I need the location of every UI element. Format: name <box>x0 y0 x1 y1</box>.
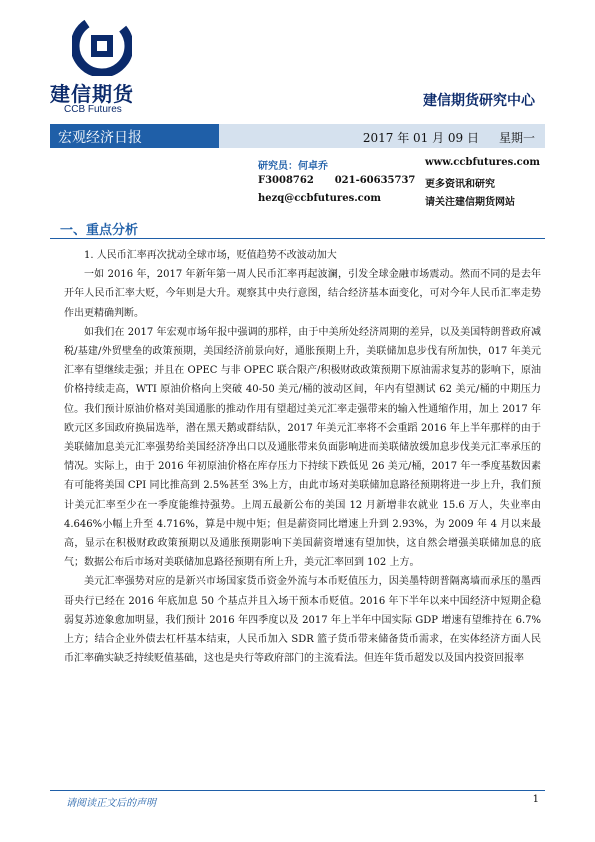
report-weekday: 星期一 <box>498 131 535 145</box>
analyst-email[interactable]: hezq@ccbfutures.com <box>258 193 382 204</box>
ccb-logo-icon <box>72 16 132 76</box>
report-title: 宏观经济日报 <box>58 130 142 146</box>
website-note-1: 更多资讯和研究 <box>425 179 495 190</box>
body-paragraph: 美元汇率强势对应的是新兴市场国家货币资金外流与本币贬值压力，因美墨特朗普隔离墙而承压的墨西哥央行已经在 2016 年底加息 50 个基点并且入场干预本币贬值。2016 年下半年以来中国经济中短期企稳弱复苏迹象愈加明显，我们预计 2016 年四季度以及 2017 年上半年中国实际 GDP 增速有望维持在 6.7%上方；结合企业外债去杠杆基本结束，人民币加入 SDR 篮子货币带来储备货币需求，在实体经济方面人民币汇率确实缺乏持续贬值基础，这也是央行等政府部门的主流看法。但连年货币超发以及国内投资回报率 <box>64 576 541 665</box>
logo-english-name: CCB Futures <box>64 104 122 115</box>
website-note-2: 请关注建信期货网站 <box>425 197 515 208</box>
body-paragraph: 一如 2016 年，2017 年新年第一周人民币汇率再起波澜，引发全球金融市场震动。然而不同的是去年开年人民币汇率大贬，今年则是大升。观察其中央行意图，结合经济基本面变化，可对今年人民币汇率走势作出更精确判断。 <box>64 269 541 319</box>
analyst-license-phone: F3008762 021-60635737 <box>258 175 416 186</box>
disclaimer-note: 请阅读正文后的声明 <box>66 798 156 809</box>
report-date: 2017 年 01 月 09 日 <box>362 131 479 145</box>
body-heading: 1. 人民币汇率再次扰动全球市场，贬值趋势不改波动加大 <box>84 250 337 261</box>
report-body <box>64 246 541 668</box>
section-header <box>50 218 545 239</box>
website-url[interactable]: www.ccbfutures.com <box>425 157 541 168</box>
report-banner <box>50 124 545 148</box>
footer-divider <box>50 790 545 791</box>
research-center-title: 建信期货研究中心 <box>423 93 535 109</box>
logo-chinese-name: 建信期货 <box>50 82 134 106</box>
banner-title-block <box>50 124 219 148</box>
body-paragraph: 如我们在 2017 年宏观市场年报中强调的那样，由于中美所处经济周期的差异，以及美国特朗普政府减税/基建/外贸壁垒的政策预期，美国经济前景向好，通胀预期上升，美联储加息步伐有所加快，017 年美元汇率有望继续走强；并且在 OPEC 与非 OPEC 联合限产/积极财政政策预期下原油需求复苏的影响下，原油价格持续走高，WTI 原油价格向上突破 40-50 美元/桶的波动区间，年内有望测试 62 美元/桶的中期压力位。我们预计原油价格对美国通胀的推动作用有望超过美元汇率走强带来的输入性通缩作用，加上 2017 年欧元区多国政府换届选举，潜在黑天鹅或群结队，2017 年美元汇率将不会重蹈 2016 年上半年那样的由于美联储加息美元汇率强势给美国经济净出口以及通胀带来负面影响进而美联储放缓加息步伐美元汇率承压的情况。实际上，由于 2016 年初原油价格在库存压力下持续下跌低见 26 美元/桶，2017 年一季度基数因素有可能将美国 CPI 同比推高到 2.5%甚至 3%上方，由此市场对美联储加息路径预期将进一步上升，我们预计美元汇率至少在一季度能维持强势。上周五最新公布的美国 12 月新增非农就业 15.6 万人，失业率由 4.646%小幅上升至 4.716%，算是中规中矩；但是薪资同比增速上升到 2.93%，为 2009 年 4 月以来最高，显示在积极财政政策预期以及通胀预期影响下美国薪资增速有望加快，这自然会增强美联储加息的底气；数据公布后市场对美联储加息路径预期有所上升，美元汇率回到 102 上方。 <box>64 326 541 569</box>
analyst-name: 研究员：何卓乔 <box>258 161 328 172</box>
company-logo <box>50 16 140 116</box>
section-title: 一、重点分析 <box>60 223 139 238</box>
banner-date-block <box>219 124 545 148</box>
page-number: 1 <box>532 794 539 805</box>
